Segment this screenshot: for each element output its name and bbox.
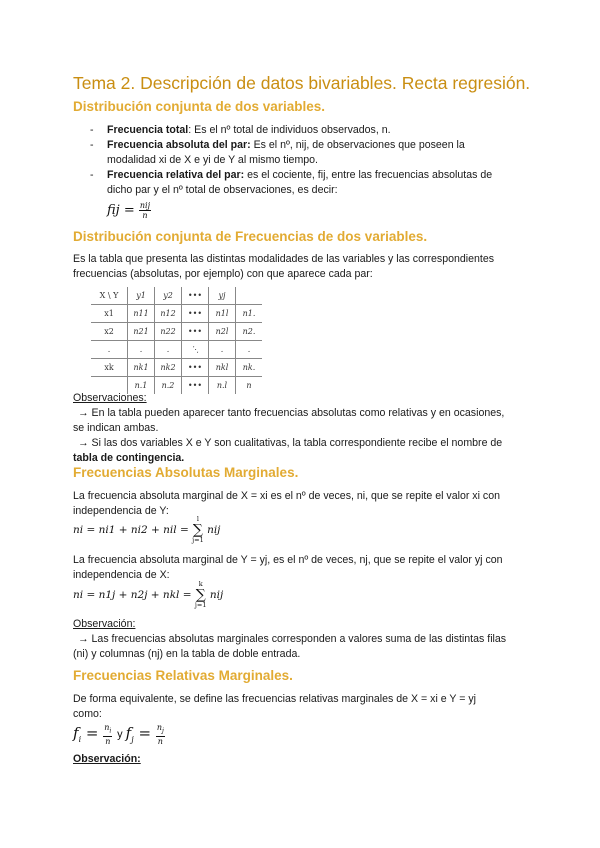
formula-nj: ni = n1j + n2j + nkl = k ∑ j=1 nij	[73, 580, 224, 609]
bullet-1-text: : Es el nº total de individuos observados, n.	[188, 124, 391, 136]
section-heading-1: Distribución conjunta de dos variables.	[73, 99, 326, 114]
table-row: x1 n11 n12 ••• n1l n1.	[91, 305, 262, 323]
bullet-1-term: Frecuencia total	[107, 124, 189, 136]
table-row: X \ Y y1 y2 ••• yj	[91, 287, 262, 305]
table-row: x2 n21 n22 ••• n2l n2.	[91, 323, 262, 341]
formula-relative-marginals: $f_i$ = $\frac{n_i}{n}$ y $f_j$ = $\frac{n_j}{n}$	[73, 723, 164, 746]
s2-obs-line-1: → En la tabla pueden aparecer tanto frecuencias absolutas como relativas y en ocasiones,	[78, 407, 505, 419]
s3-observation-label: Observación:	[73, 618, 136, 630]
bullet-3-term: Frecuencia relativa del par:	[107, 169, 245, 181]
contingency-table	[91, 287, 262, 394]
s3-p1-line-1: La frecuencia absoluta marginal de X = xi es el nº de veces, ni, que se repite el valor xi con	[73, 490, 500, 502]
table-row: . . . ⋱ . .	[91, 341, 262, 359]
s3-p2-line-2: independencia de X:	[73, 569, 170, 581]
s2-observations-label: Observaciones:	[73, 392, 147, 404]
formula-fij: fij = $\frac{\text{nij}}{n}$	[107, 201, 151, 220]
page-title: Tema 2. Descripción de datos bivariables. Recta regresión.	[73, 73, 531, 93]
bullet-3-text: es el cociente, fij, entre las frecuencias absolutas de	[244, 169, 493, 181]
s4-p1-line-1: De forma equivalente, se define las frecuencias relativas marginales de X = xi e Y = yj	[73, 693, 476, 705]
table-row: n.1 n.2 ••• n.l n	[91, 377, 262, 395]
s3-p2-line-1: La frecuencia absoluta marginal de Y = yj, es el nº de veces, nj, que se repite el valor yj con	[73, 554, 503, 566]
s4-observation-label: Observación:	[73, 753, 141, 765]
bullet-2-continuation: modalidad xi de X e yi de Y al mismo tiempo.	[107, 154, 319, 166]
s2-obs-line-2: se indican ambas.	[73, 422, 159, 434]
section-heading-4: Frecuencias Relativas Marginales.	[73, 668, 293, 683]
s2-obs-line-3: → Si las dos variables X e Y son cualitativas, la tabla correspondiente recibe el nombre de	[78, 437, 503, 449]
s4-p1-line-2: como:	[73, 708, 102, 720]
s2-para-line-1: Es la tabla que presenta las distintas modalidades de las variables y las correspondientes	[73, 253, 495, 265]
s3-obs-line-1: → Las frecuencias absolutas marginales corresponden a valores suma de las distintas filas	[78, 633, 507, 645]
bullet-3-continuation: dicho par y el nº total de observaciones, es decir:	[107, 184, 338, 196]
formula-ni: ni = ni1 + ni2 + nil = l ∑ j=1 nij	[73, 515, 221, 544]
bullet-2-text: Es el nº, nij, de observaciones que poseen la	[250, 139, 465, 151]
bullet-2-term: Frecuencia absoluta del par:	[107, 139, 251, 151]
section-heading-2: Distribución conjunta de Frecuencias de dos variables.	[73, 229, 428, 244]
s2-para-line-2: frecuencias (absolutas, por ejemplo) con que aparece cada par:	[73, 268, 373, 280]
s2-obs-bold: tabla de contingencia.	[73, 452, 185, 464]
s3-p1-line-2: independencia de Y:	[73, 505, 169, 517]
s3-obs-line-2: (ni) y columnas (nj) en la tabla de doble entrada.	[73, 648, 301, 660]
section-heading-3: Frecuencias Absolutas Marginales.	[73, 465, 299, 480]
table-row: xk nk1 nk2 ••• nkl nk.	[91, 359, 262, 377]
